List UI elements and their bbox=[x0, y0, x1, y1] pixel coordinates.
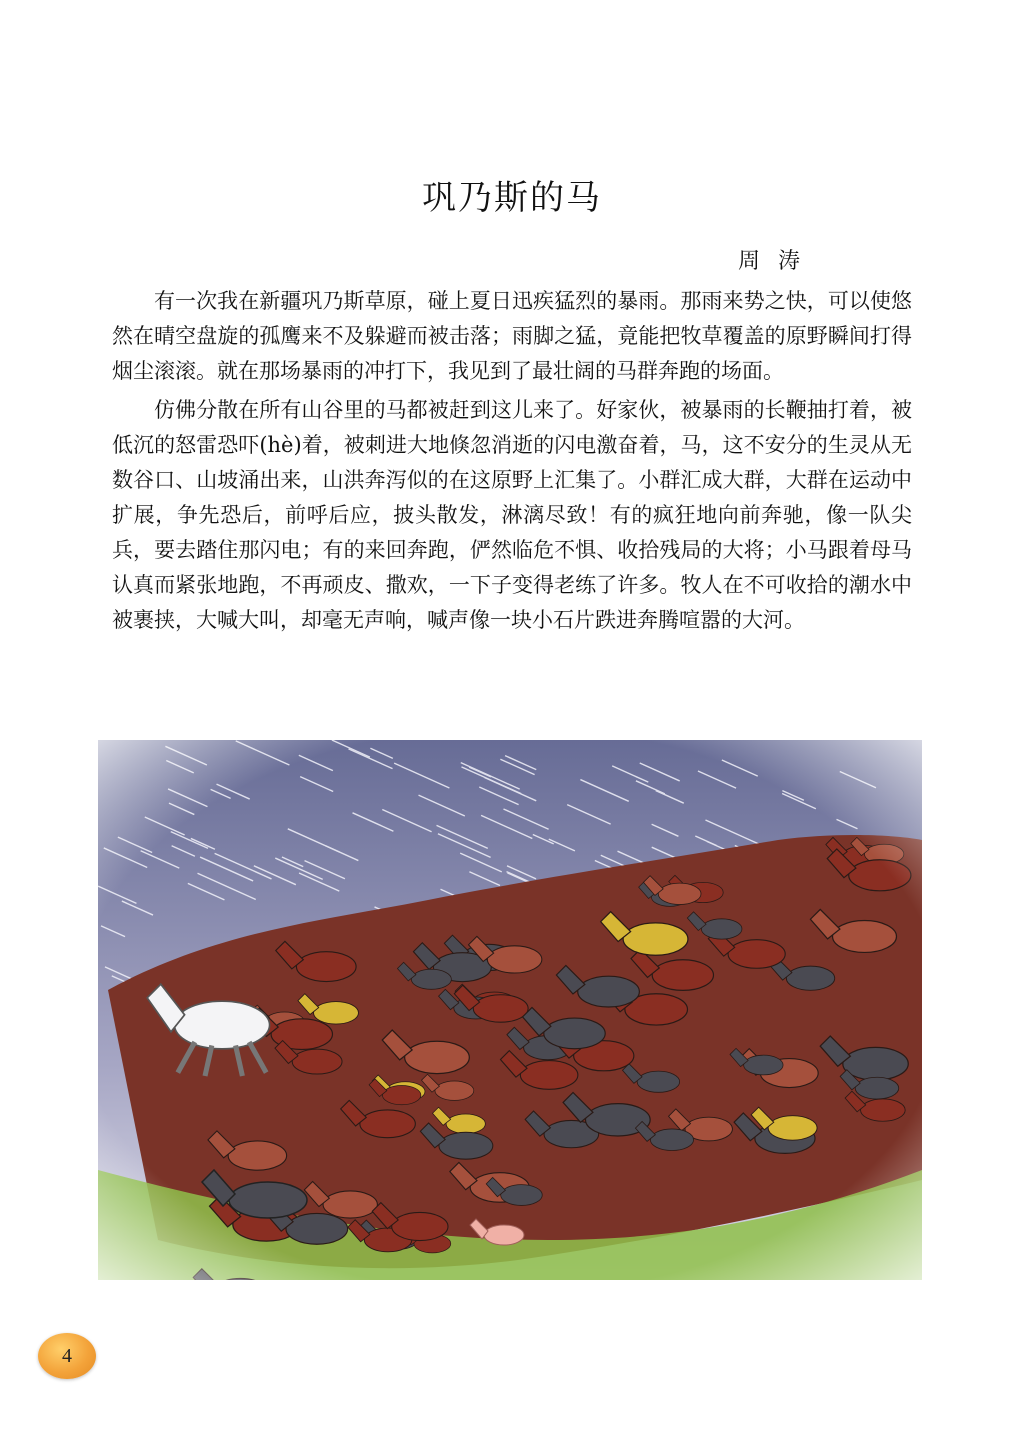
paragraph-1: 有一次我在新疆巩乃斯草原，碰上夏日迅疾猛烈的暴雨。那雨来势之快，可以使悠然在晴空盘旋的孤鹰来不及躲避而被击落；雨脚之猛，竟能把牧草覆盖的原野瞬间打得烟尘滚滚。就在那场暴雨的冲打下，我见到了最壮阔的马群奔跑的场面。 bbox=[112, 289, 912, 383]
article-title: 巩乃斯的马 bbox=[422, 178, 602, 218]
page-number-badge: 4 bbox=[38, 1333, 96, 1379]
paragraph-2: 仿佛分散在所有山谷里的马都被赶到这儿来了。好家伙，被暴雨的长鞭抽打着，被低沉的怒雷恐吓(hè)着，被刺进大地倏忽消逝的闪电激奋着，马，这不安分的生灵从无数谷口、山坡涌出来，山洪奔泻似的在这原野上汇集了。小群汇成大群，大群在运动中扩展，争先恐后，前呼后应，披头散发，淋漓尽致！有的疯狂地向前奔驰，像一队尖兵，要去踏住那闪电；有的来回奔跑，俨然临危不惧、收拾残局的大将；小马跟着母马认真而紧张地跑，不再顽皮、撒欢，一下子变得老练了许多。牧人在不可收拾的潮水中被裹挟，大喊大叫，却毫无声响，喊声像一块小石片跌进奔腾喧嚣的大河。 bbox=[112, 398, 912, 632]
author-name: 周涛 bbox=[738, 249, 819, 274]
illustration-canvas bbox=[98, 740, 922, 1280]
vignette bbox=[98, 740, 922, 1280]
article-body bbox=[112, 284, 912, 642]
horse-herd-illustration bbox=[98, 740, 922, 1280]
